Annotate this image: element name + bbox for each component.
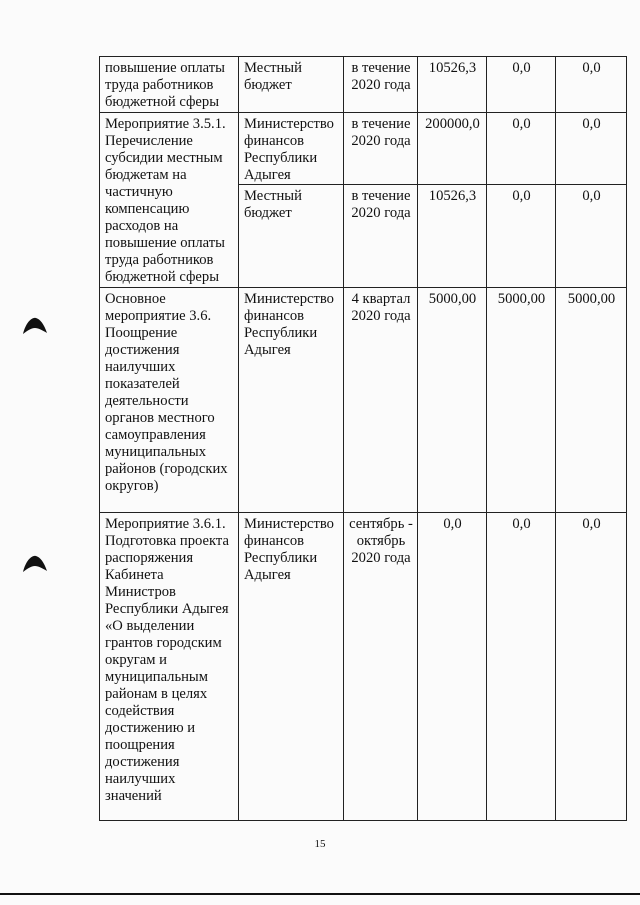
budget-table — [99, 56, 627, 821]
measure-cell: Мероприятие 3.6.1. Подготовка проекта распоряжения Кабинета Министров Республики Адыгея «О выделении грантов городским округам и муниципальным районам в целях содействия достижению и поощрения достижения наилучших значений — [100, 513, 239, 821]
table-row — [100, 288, 627, 513]
value-cell: 10526,3 — [418, 57, 487, 113]
period-cell: в течение 2020 года — [344, 113, 418, 185]
value-cell: 0,0 — [487, 57, 556, 113]
value-cell: 0,0 — [556, 185, 627, 288]
measure-cell: Основное мероприятие 3.6. Поощрение достижения наилучших показателей деятельности органов местного самоуправления муниципальных районов (городских округов) — [100, 288, 239, 513]
page-number: 15 — [314, 838, 326, 850]
value-cell: 0,0 — [418, 513, 487, 821]
scan-mark-icon — [20, 552, 50, 576]
value-cell: 200000,0 — [418, 113, 487, 185]
period-cell: в течение 2020 года — [344, 57, 418, 113]
table-row — [100, 513, 627, 821]
executor-cell: Министерство финансов Республики Адыгея — [239, 513, 344, 821]
executor-cell: Министерство финансов Республики Адыгея — [239, 113, 344, 185]
value-cell: 0,0 — [556, 57, 627, 113]
measure-cell: Мероприятие 3.5.1. Перечисление субсидии местным бюджетам на частичную компенсацию расходов на повышение оплаты труда работников бюджетной сферы — [100, 113, 239, 288]
value-cell: 0,0 — [556, 513, 627, 821]
table-row — [100, 113, 627, 185]
executor-cell: Министерство финансов Республики Адыгея — [239, 288, 344, 513]
page-bottom-divider — [0, 893, 640, 895]
executor-cell: Местный бюджет — [239, 185, 344, 288]
value-cell: 5000,00 — [418, 288, 487, 513]
value-cell: 10526,3 — [418, 185, 487, 288]
value-cell: 5000,00 — [556, 288, 627, 513]
table-row — [100, 57, 627, 113]
period-cell: в течение 2020 года — [344, 185, 418, 288]
measure-cell: повышение оплаты труда работников бюджетной сферы — [100, 57, 239, 113]
period-cell: сентябрь - октябрь 2020 года — [344, 513, 418, 821]
value-cell: 0,0 — [487, 185, 556, 288]
value-cell: 0,0 — [556, 113, 627, 185]
scan-mark-icon — [20, 314, 50, 338]
value-cell: 5000,00 — [487, 288, 556, 513]
executor-cell: Местный бюджет — [239, 57, 344, 113]
period-cell: 4 квартал 2020 года — [344, 288, 418, 513]
value-cell: 0,0 — [487, 513, 556, 821]
value-cell: 0,0 — [487, 113, 556, 185]
